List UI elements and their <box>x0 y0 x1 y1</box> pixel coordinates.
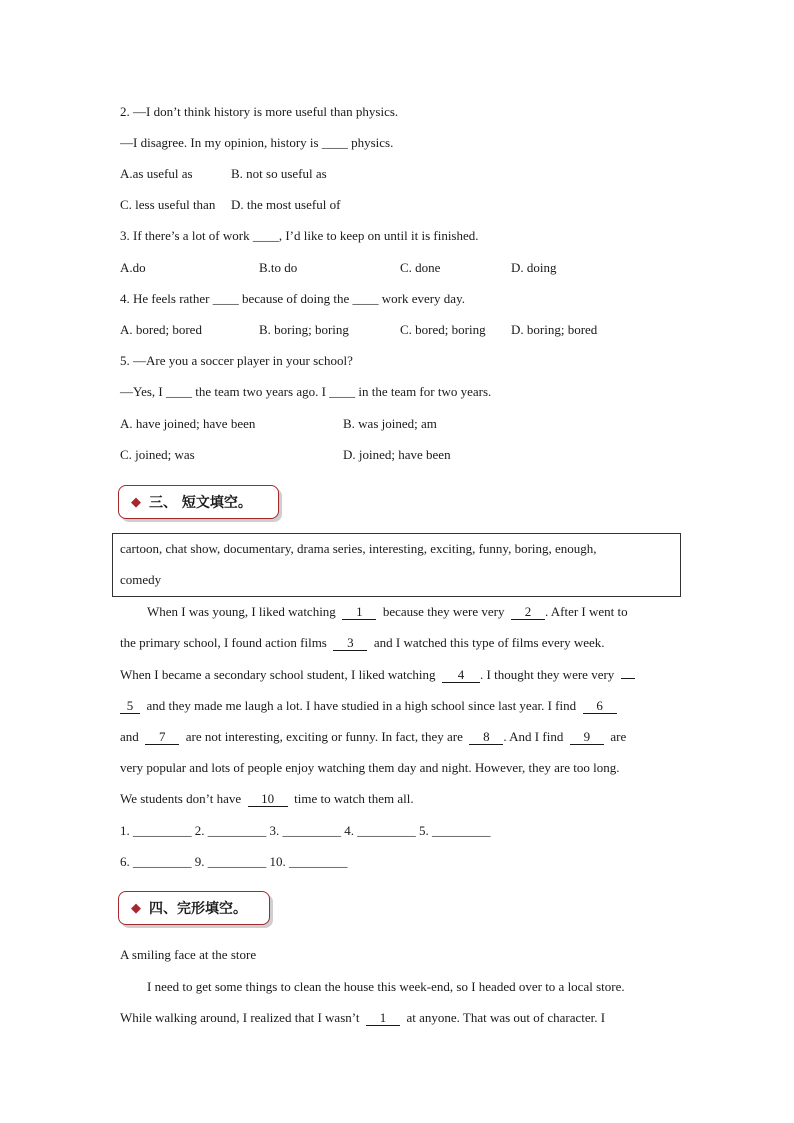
cloze-title: A smiling face at the store <box>120 947 257 962</box>
q3-option-c: C. done <box>400 260 441 275</box>
passage-line: When I was young, I liked watching 1 because they were very 2 . After I went to <box>147 604 628 619</box>
q3-option-d: D. doing <box>511 260 557 275</box>
blank-7: 7 <box>145 730 179 745</box>
q4-option-d: D. boring; bored <box>511 322 598 337</box>
section-3-banner <box>118 485 279 519</box>
q5-option-c: C. joined; was <box>120 447 195 462</box>
q4-stem: 4. He feels rather ____ because of doing the ____ work every day. <box>120 291 465 306</box>
q3-option-b: B.to do <box>259 260 298 275</box>
q3-stem: 3. If there’s a lot of work ____, I’d like to keep on until it is finished. <box>120 228 479 243</box>
word-bank-line-1: cartoon, chat show, documentary, drama series, interesting, exciting, funny, boring, enough, <box>120 541 597 556</box>
blank-1: 1 <box>342 605 376 620</box>
passage-line: very popular and lots of people enjoy watching them day and night. However, they are too long. <box>120 760 620 775</box>
word-bank-line-2: comedy <box>120 572 162 587</box>
q2-option-d: D. the most useful of <box>231 197 341 212</box>
blank-2: 2 <box>511 605 545 620</box>
q5-option-a: A. have joined; have been <box>120 416 256 431</box>
passage-line: When I became a secondary school student, I liked watching 4 . I thought they were very <box>120 667 635 683</box>
q2-option-b: B. not so useful as <box>231 166 327 181</box>
passage-line: We students don’t have 10 time to watch them all. <box>120 791 414 806</box>
q4-option-a: A. bored; bored <box>120 322 202 337</box>
q5-stem: 5. —Are you a soccer player in your school? <box>120 353 353 368</box>
blank-3: 3 <box>333 636 367 651</box>
q2-stem: 2. —I don’t think history is more useful than physics. <box>120 104 399 119</box>
blank-10: 10 <box>248 792 288 807</box>
q2-option-a: A.as useful as <box>120 166 193 181</box>
section-3-title: 三、 短文填空。 <box>149 495 252 511</box>
cloze-blank-1: 1 <box>366 1011 400 1026</box>
blank-4: 4 <box>442 668 480 683</box>
answer-line-2: 6. _________ 9. _________ 10. _________ <box>120 854 348 869</box>
passage-line: 5 and they made me laugh a lot. I have studied in a high school since last year. I find 6 <box>120 698 617 714</box>
q5-option-d: D. joined; have been <box>343 447 451 462</box>
q2-stem-2: —I disagree. In my opinion, history is ____ physics. <box>120 135 394 150</box>
blank-6: 6 <box>583 699 617 714</box>
blank-8: 8 <box>469 730 503 745</box>
passage-line: the primary school, I found action films 3 and I watched this type of films every week. <box>120 635 605 650</box>
blank-5: 5 <box>120 699 140 714</box>
q5-stem-2: —Yes, I ____ the team two years ago. I ____ in the team for two years. <box>120 384 492 399</box>
answer-line-1: 1. _________ 2. _________ 3. _________ 4. _________ 5. _________ <box>120 823 491 838</box>
q3-option-a: A.do <box>120 260 146 275</box>
q5-option-b: B. was joined; am <box>343 416 437 431</box>
section-4-title: 四、完形填空。 <box>149 901 247 917</box>
section-4-banner <box>118 891 270 925</box>
cloze-line: I need to get some things to clean the house this week-end, so I headed over to a local store. <box>147 979 625 994</box>
diamond-icon: ◆ <box>131 494 141 509</box>
blank-9: 9 <box>570 730 604 745</box>
passage-line: and 7 are not interesting, exciting or funny. In fact, they are 8 . And I find 9 are <box>120 729 627 744</box>
cloze-line: While walking around, I realized that I wasn’t 1 at anyone. That was out of character. I <box>120 1010 606 1025</box>
blank-5-start <box>621 678 635 679</box>
q4-option-b: B. boring; boring <box>259 322 349 337</box>
diamond-icon: ◆ <box>131 900 141 915</box>
q2-option-c: C. less useful than <box>120 197 216 212</box>
q4-option-c: C. bored; boring <box>400 322 486 337</box>
